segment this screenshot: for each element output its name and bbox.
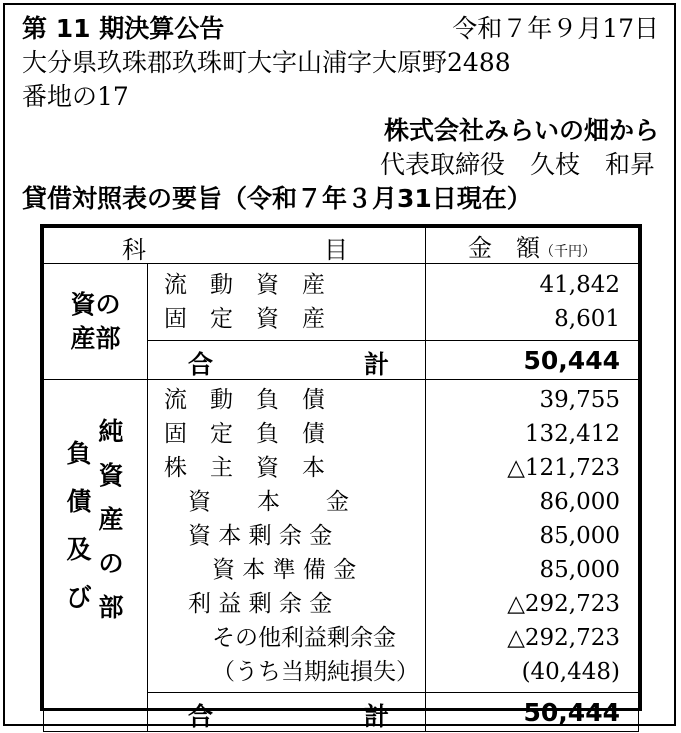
assets-label-line2: 産部 [70, 323, 121, 353]
liabilities-items [148, 380, 426, 693]
liabilities-item-value: 132,412 [524, 421, 620, 447]
liabilities-section [44, 380, 639, 693]
assets-label [44, 264, 148, 380]
liabilities-label-char: の [98, 549, 124, 578]
title-row [22, 12, 659, 46]
liabilities-label-char: 及 [66, 535, 92, 564]
liabilities-total-value: 50,444 [426, 693, 639, 732]
assets-item-label: 流 動 資 産 [164, 272, 325, 298]
assets-total-left: 合 [188, 350, 214, 379]
liabilities-item-value: △121,723 [507, 455, 620, 481]
header-account [44, 228, 426, 264]
balance-sheet-table [40, 224, 642, 731]
liabilities-item-value: 39,755 [539, 387, 620, 413]
liabilities-total-left: 合 [188, 702, 214, 731]
liabilities-values [426, 380, 639, 693]
liabilities-item-value: △292,723 [507, 591, 620, 617]
liabilities-item-value: △292,723 [507, 625, 620, 651]
notice-title: 第 11 期決算公告 [22, 14, 225, 43]
liabilities-item-value: 86,000 [539, 489, 620, 515]
header-unit: （千円） [540, 244, 596, 260]
assets-item-value: 41,842 [539, 272, 620, 298]
liabilities-item-label: 流 動 負 債 [164, 387, 325, 413]
liabilities-label-char: 債 [66, 487, 92, 516]
liabilities-item-label: 資 本 金 [188, 489, 349, 515]
liabilities-item-value: 85,000 [539, 523, 620, 549]
notice-header [22, 12, 659, 216]
liabilities-item-value: (40,448) [521, 659, 620, 685]
representative: 代表取締役 久枝 和昇 [379, 150, 655, 179]
assets-label-line1: 資の [70, 289, 121, 319]
liabilities-label [44, 380, 148, 732]
assets-item-value: 8,601 [554, 306, 620, 332]
liabilities-label-char: 資 [98, 461, 124, 490]
liabilities-total-label [148, 693, 426, 732]
liabilities-label-col-b [96, 410, 126, 630]
liabilities-item-label: その他利益剰余金 [212, 625, 396, 651]
header-amount [426, 228, 639, 264]
notice-date: 令和７年９月17日 [452, 14, 659, 43]
assets-values [426, 264, 639, 341]
liabilities-label-char: 産 [98, 505, 124, 534]
header-amount-label: 金 額 [468, 234, 540, 262]
assets-total-right: 計 [363, 350, 389, 379]
company-name: 株式会社みらいの畑から [383, 116, 659, 145]
liabilities-label-char: び [66, 583, 92, 612]
liabilities-label-char: 部 [98, 593, 124, 622]
liabilities-label-col-a [64, 430, 94, 622]
company-address-2: 番地の17 [22, 82, 129, 111]
assets-section [44, 264, 639, 341]
assets-item-label: 固 定 資 産 [164, 306, 325, 332]
liabilities-label-char: 負 [66, 439, 92, 468]
liabilities-item-label: 資 本 剰 余 金 [188, 523, 333, 549]
liabilities-item-label: 利 益 剰 余 金 [188, 591, 333, 617]
liabilities-item-label: （うち当期純損失） [212, 659, 419, 685]
assets-total-label [148, 341, 426, 380]
liabilities-item-label: 資 本 準 備 金 [212, 557, 357, 583]
liabilities-item-label: 株 主 資 本 [164, 455, 325, 481]
liabilities-item-label: 固 定 負 債 [164, 421, 325, 447]
table-header-row [44, 228, 639, 264]
balance-sheet-title: 貸借対照表の要旨（令和７年３月31日現在） [22, 184, 532, 213]
company-address: 大分県玖珠郡玖珠町大字山浦字大原野2488 [22, 48, 511, 77]
liabilities-label-char: 純 [98, 417, 124, 446]
header-account-b: 目 [324, 236, 348, 264]
liabilities-total-right: 計 [363, 702, 389, 731]
assets-total-value: 50,444 [426, 341, 639, 380]
liabilities-item-value: 85,000 [539, 557, 620, 583]
assets-items [148, 264, 426, 341]
header-account-a: 科 [122, 236, 146, 264]
